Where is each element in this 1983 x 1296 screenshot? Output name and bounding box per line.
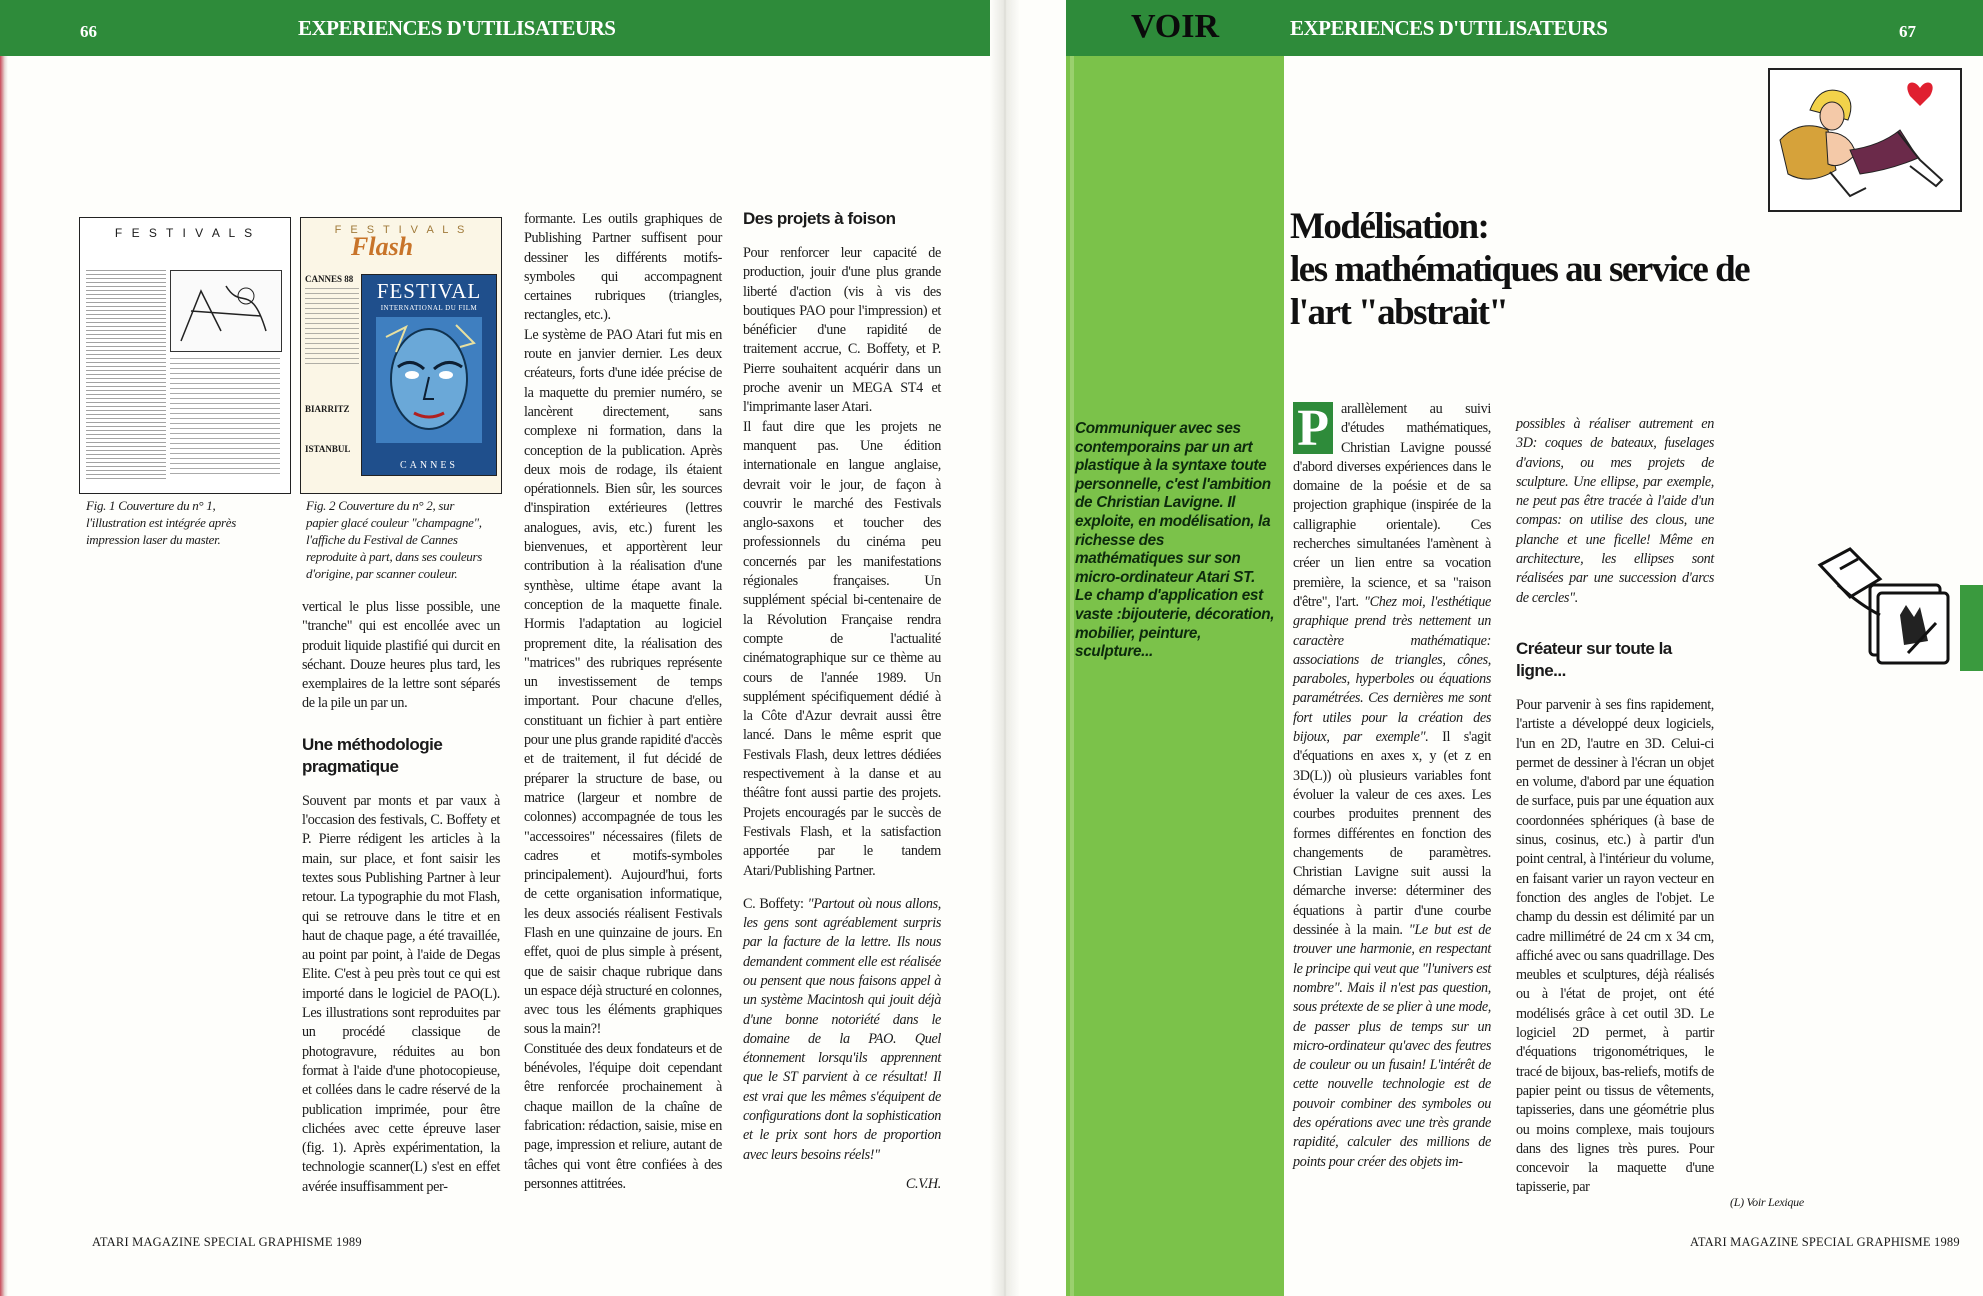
poster-face-art bbox=[376, 317, 482, 443]
article-headline bbox=[1290, 205, 1750, 334]
right-column-2 bbox=[1516, 415, 1714, 1198]
voir-strip-highlight bbox=[1070, 56, 1074, 1296]
fig1-text-block bbox=[86, 270, 166, 480]
col1-paragraph-1: vertical le plus lisse possible, une "tranche" qui est encollée avec un produit liquide plastifié qui durcit en séchant. Douze heures plus tard, les exemplaires de la lettre sont séparés de la pile un par un. bbox=[302, 599, 500, 712]
left-page-number: 66 bbox=[80, 22, 97, 41]
rcol1-quote-1: "Chez moi, l'esthétique graphique prend très nettement un caractère mathématique: associations de triangles, cônes, paraboles, hyperboles ou équations paramétrées. Ces dernières me sont fort utiles pour la création des bijoux, par exemple". bbox=[1293, 593, 1491, 746]
headline-line-1: Modélisation: bbox=[1290, 206, 1489, 247]
figure-2-caption: Fig. 2 Couverture du n° 2, sur papier glacé couleur "champagne", l'affiche du Festival de Cannes reproduite à part, dans ses couleurs d'origine, par scanner couleur. bbox=[306, 498, 483, 581]
col1-paragraph-2: Souvent par monts et par vaux à l'occasion des festivals, C. Boffety et P. Pierre rédigent les articles à la main, sur place, et font saisir les textes sous Publishing Partner à leur retour. La typographie du mot Flash, qui se retrouve dans le titre et en haut de chaque page, a été travaillée, au point par point, à l'aide de Degas Elite. C'est à peu près tout ce qui est importé dans le logiciel de PAO(L). Les illustrations sont reproduites par un procédé classique de photogravure, réduites au bon format à l'aide d'une photocopieuse, et collées dans le cadre réservé de la publication imprimée, pour être clichées avec cette épreuve laser (fig. 1). Après expérimentation, la technologie scanner(L) s'est en effet avérée insuffisamment per- bbox=[302, 792, 500, 1195]
cannes-festival-poster bbox=[361, 274, 497, 476]
article-signature: C.V.H. bbox=[905, 1175, 941, 1192]
fig2-istanbul-label: ISTANBUL bbox=[305, 444, 351, 454]
section-heading-methodologie: Une méthodologie pragmatique bbox=[302, 734, 443, 776]
col2-paragraph-2: Le système de PAO Atari fut mis en route en janvier dernier. Les deux créateurs, forts d'une idée précise de la maquette du premier numéro, se lancèrent directement, sans complexe ni formation, dans la conception de la publication. Après deux mois de rodage, ils étaient opérationnels. Bien sûr, les sources d'inspiration extérieures (lettres analogues, avis, etc.) furent les bienvenues, et apportèrent leur contribution à la réalisation d'une synthèse, ultime étape avant la conception de la maquette finale. Hormis l'adaptation au logiciel proprement dite, la réalisation des "matrices" des rubriques représente un investissement de temps important. Pour chacune d'elles, constituant un fichier à part entière pour une plus grande rapidité d'accès et de traitement, il fut décidé de préparer la structure de base, ou matrice (largeur et nombre de colonnes) accompagnée de tous les "accessoires" nécessaires (filets de cadres et motifs-symboles principalement). Aujourd'hui, forts de cette organisation informatique, les deux associés réalisent Festivals Flash en une quinzaine de jours. En effet, quoi de plus simple à présent, que de saisir chaque rubrique dans un espace déjà structuré en colonnes, avec tous les éléments graphiques sous la main?! bbox=[524, 326, 722, 1038]
mouse-and-tablet-icon bbox=[1810, 545, 1950, 670]
left-footer: ATARI MAGAZINE SPECIAL GRAPHISME 1989 bbox=[92, 1235, 362, 1249]
boffety-quote: "Partout où nous allons, les gens sont agréablement surpris par la facture de la lettre. Ils nous demandent comment elle est réalisée ou pensent que nous faisons appel à un système Macintosh qui jouit déjà d'une bonne notoriété dans le domaine de la PAO. Quel étonnement lorsqu'ils apprennent que le ST parvient à ce résultat! Il est vrai que les mêmes s'équipent de configurations dont la sophistication et le prix sont hors de proportion avec leurs besoins réels!" bbox=[743, 895, 941, 1163]
right-column-1 bbox=[1293, 400, 1491, 1172]
left-header-bar bbox=[0, 0, 990, 56]
lexique-note: (L) Voir Lexique bbox=[1730, 1195, 1804, 1209]
voir-label: VOIR bbox=[1130, 8, 1220, 45]
pull-quote: Communiquer avec ses contemporains par un art plastique à la syntaxe toute personnelle, c'est l'ambition de Christian Lavigne. Il exploite, en modélisation, la richesse des mathématiques sur son micro-ordinateur Atari ST. Le champ d'application est vaste :bijouterie, décoration, mobilier, peinture, sculpture... bbox=[1075, 420, 1275, 661]
poster-foot: CANNES bbox=[399, 460, 458, 471]
right-header-bar bbox=[1284, 0, 1983, 56]
fig1-illustration bbox=[170, 270, 282, 352]
section-heading-projets: Des projets à foison bbox=[743, 209, 896, 228]
section-heading-createur: Créateur sur toute la ligne... bbox=[1516, 638, 1672, 680]
poster-subtitle: INTERNATIONAL DU FILM bbox=[380, 304, 478, 312]
rcol1-paragraph-2: Il s'agit d'équations en axes x, y (et z en 3D(L)) où plusieurs variables font évoluer la valeur de ces axes. Les courbes produites prennent des formes différentes en fonction des changements de paramètres. Christian Lavigne suit aussi la démarche inverse: déterminer des équations à partir d'une courbe dessinée à la main. bbox=[1293, 729, 1491, 939]
right-section-title: EXPERIENCES D'UTILISATEURS bbox=[1290, 16, 1608, 40]
rcol2-paragraph: Pour parvenir à ses fins rapidement, l'artiste a développé deux logiciels, l'un en 2D, l'autre en 3D. Celui-ci permet de dessiner à l'écran un objet en volume, d'abord par une équation de surface, puis par une équation aux coordonnées sphériques (à base de sinus, cosinus, etc.) à partir d'un point central, à l'intérieur du volume, en faisant varier un rayon vecteur en fonction des angles de l'objet. Le champ du dessin est délimité par un cadre millimétré de 24 cm x 34 cm, affiché avec ou sans quadrillage. Des meubles et sculptures, déjà réalisés ou à l'état de projet, ont été modélisés grâce à cet outil 3D. Le logiciel 2D permet, à partir d'équations trigonométriques, le tracé de bijoux, bas-reliefs, motifs de papier peint ou tissus de vêtements, tapisseries, dans une géométrie plus ou moins complexe, mais toujours dans des lignes très pures. Pour concevoir la maquette d'une tapisserie, par bbox=[1516, 696, 1714, 1196]
edge-tab-marker bbox=[1960, 585, 1983, 671]
poster-title: FESTIVAL bbox=[376, 279, 482, 303]
left-column-1 bbox=[302, 598, 500, 1197]
left-section-title: EXPERIENCES D'UTILISATEURS bbox=[298, 16, 616, 40]
col2-paragraph-3: Constituée des deux fondateurs et de bénévoles, l'équipe doit cependant être renforcée prochainement à chaque maillon de la chaîne de fabrication: rédaction, saisie, mise en page, impression et reliure, autant de tâches qui vont être confiées à des personnes attitrées. bbox=[524, 1040, 722, 1192]
fig2-sidebar-text bbox=[305, 288, 359, 368]
right-footer: ATARI MAGAZINE SPECIAL GRAPHISME 1989 bbox=[1690, 1235, 1960, 1249]
rcol1-paragraph-1: arallèlement au suivi d'études mathématiques, Christian Lavigne poussé d'abord diverses expériences dans le domaine de la poésie et de sa projection graphique (inspirée de la calligraphie orientale). Ces recherches simultanées l'amènent à créer un lien entre sa vocation première, la science, et sa "raison d'être", l'art. bbox=[1293, 401, 1491, 610]
rcol1-quote-2: "Le but est de trouver une harmonie, en respectant le principe qui veut que "l'univers est nombre". Mais il n'est pas question, sous prétexte de se plier à une mode, de passer plus de temps sur un micro-ordinateur qu'avec des feutres de couleur ou un fusain! L'intérêt de cette nouvelle technologie est de pouvoir combiner des symboles ou des opérations avec une très grande rapidité, calculer des millions de points pour créer des objets im- bbox=[1293, 922, 1492, 1170]
fig2-biarritz-label: BIARRITZ bbox=[305, 404, 350, 414]
spine-gutter bbox=[990, 0, 1020, 1296]
fig1-masthead: F E S T I V A L S bbox=[114, 226, 256, 240]
drop-cap: P bbox=[1293, 402, 1333, 454]
headline-line-2: les mathématiques au service de l'art "abstrait" bbox=[1290, 249, 1750, 333]
col3-paragraph-2: Il faut dire que les projets ne manquent pas. Une édition internationale en langue anglaise, devrait voir le jour, de façon à couvrir le marché des Festivals anglo-saxons et toucher des professionnels du cinéma peu concernés par les manifestations régionales françaises. Un supplément spécial bi-centenaire de la Révolution Française rendra compte de l'actualité cinématographique sur ce thème au cours de l'année 1989. Un supplément spécifiquement dédié à la Côte d'Azur devrait aussi être lancé. Dans le même esprit que Festivals Flash, deux lettres dédiées respectivement à la danse et au théâtre font aussi partie des projets. Projets encouragés par le succès de Festivals Flash, et la satisfaction apportée par le tandem Atari/Publishing Partner. bbox=[743, 418, 941, 879]
figure-1-caption: Fig. 1 Couverture du n° 1, l'illustration est intégrée après impression laser du master. bbox=[86, 498, 236, 547]
col3-paragraph-1: Pour renforcer leur capacité de production, jouir d'une plus grande liberté d'action (vis à vis des boutiques PAO pour l'impression) et bénéficier d'une rapidité de traitement accrue, C. Boffety, et P. Pierre souhaitent acquérir dans un proche avenir un MEGA ST4 et l'imprimante laser Atari. bbox=[743, 245, 941, 416]
pinup-illustration bbox=[1768, 68, 1962, 212]
right-page-number: 67 bbox=[1899, 22, 1916, 41]
col2-paragraph-1: formante. Les outils graphiques de Publishing Partner suffisent pour dessiner les différents motifs-symboles qui accompagnent certaines rubriques (triangles, rectangles, etc.). bbox=[524, 211, 722, 324]
figure-2-cover-thumbnail bbox=[300, 217, 502, 494]
quote-attribution: C. Boffety: bbox=[743, 895, 808, 912]
fig2-cannes-label: CANNES 88 bbox=[305, 274, 354, 284]
left-column-3 bbox=[743, 208, 941, 1194]
fig1-contents-list bbox=[170, 358, 280, 478]
fig2-script-title: Flash bbox=[351, 232, 414, 261]
page-edge bbox=[0, 0, 8, 1296]
figure-1-cover-thumbnail bbox=[79, 217, 291, 494]
rcol2-quote: possibles à réaliser autrement en 3D: coques de bateaux, fuselages d'avions, ou mes projets de sculpture. Une ellipse, par exemple, ne peut pas être tracée à l'aide d'un compas: on utilise des clous, une planche et une ficelle! Même en architecture, les ellipses sont réalisées par une succession d'arcs de cercles". bbox=[1516, 416, 1714, 606]
fig2-masthead: F E S T I V A L S bbox=[334, 224, 468, 236]
left-column-2 bbox=[524, 210, 722, 1194]
